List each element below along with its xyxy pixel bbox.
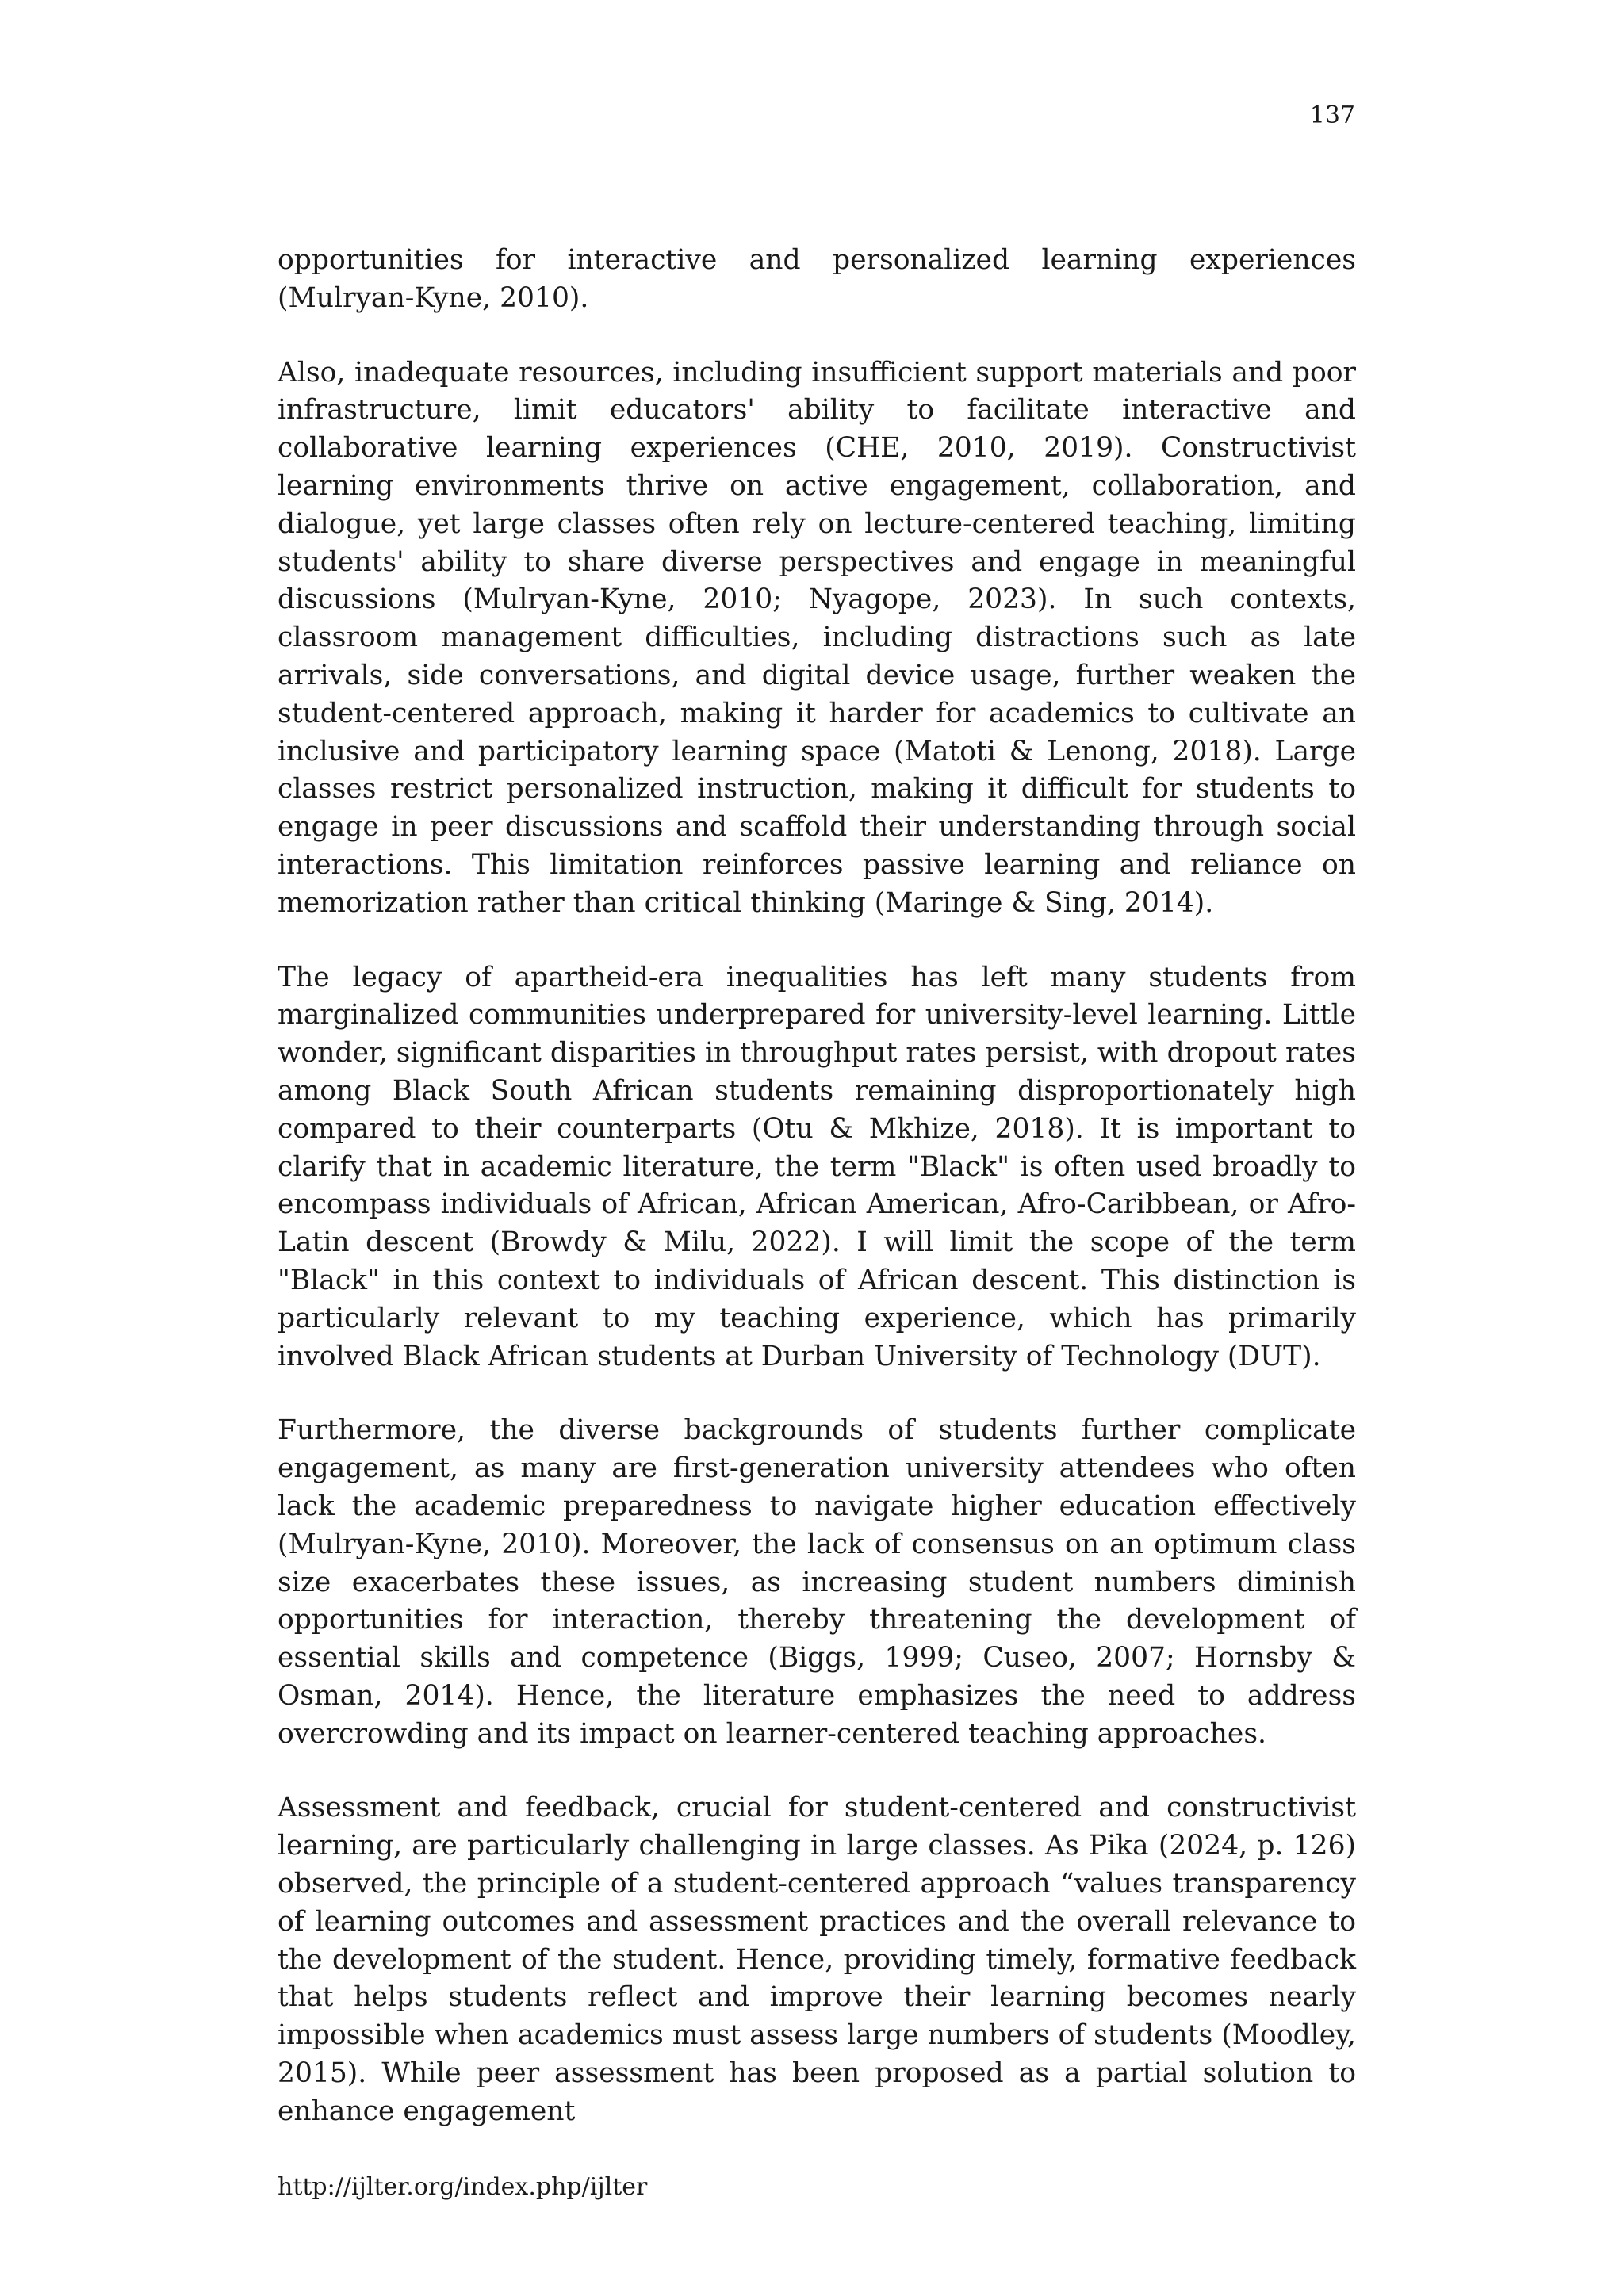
paragraph-2: Also, inadequate resources, including insufficient support materials and poor infrastructure, limit educators' ability to facilitate interactive and collaborative learning experiences (CHE, 2010, 2019). Constructivist learning environments thrive on active engagement, collaboration, and dialogue, yet large classes often rely on lecture-centered teaching, limiting students' ability to share diverse perspectives and engage in meaningful discussions (Mulryan-Kyne, 2010; Nyagope, 2023). In such contexts, classroom management difficulties, including distractions such as late arrivals, side conversations, and digital device usage, further weaken the student-centered approach, making it harder for academics to cultivate an inclusive and participatory learning space (Matoti & Lenong, 2018). Large classes restrict personalized instruction, making it difficult for students to engage in peer discussions and scaffold their understanding through social interactions. This limitation reinforces passive learning and reliance on memorization rather than critical thinking (Maringe & Sing, 2014). xyxy=(278,356,1356,919)
paragraph-1: opportunities for interactive and personalized learning experiences (Mulryan-Kyne, 2010). xyxy=(278,244,1356,314)
paragraph-5: Assessment and feedback, crucial for student-centered and constructivist learning, are particularly challenging in large classes. As Pika (2024, p. 126) observed, the principle of a student-centered approach “values transparency of learning outcomes and assessment practices and the overall relevance to the development of the student. Hence, providing timely, formative feedback that helps students reflect and improve their learning becomes nearly impossible when academics must assess large numbers of students (Moodley, 2015). While peer assessment has been proposed as a partial solution to enhance engagement xyxy=(278,1792,1356,2127)
footer-url[interactable]: http://ijlter.org/index.php/ijlter xyxy=(278,2173,648,2201)
paragraph-4: Furthermore, the diverse backgrounds of students further complicate engagement, as many are first-generation university attendees who often lack the academic preparedness to navigate higher education effectively (Mulryan-Kyne, 2010). Moreover, the lack of consensus on an optimum class size exacerbates these issues, as increasing student numbers diminish opportunities for interaction, thereby threatening the development of essential skills and competence (Biggs, 1999; Cuseo, 2007; Hornsby & Osman, 2014). Hence, the literature emphasizes the need to address overcrowding and its impact on learner-centered teaching approaches. xyxy=(278,1414,1356,1750)
paragraph-3: The legacy of apartheid-era inequalities has left many students from marginalized communities underprepared for university-level learning. Little wonder, significant disparities in throughput rates persist, with dropout rates among Black South African students remaining disproportionately high compared to their counterparts (Otu & Mkhize, 2018). It is important to clarify that in academic literature, the term "Black" is often used broadly to encompass individuals of African, African American, Afro-Caribbean, or Afro-Latin descent (Browdy & Milu, 2022). I will limit the scope of the term "Black" in this context to individuals of African descent. This distinction is particularly relevant to my teaching experience, which has primarily involved Black African students at Durban University of Technology (DUT). xyxy=(278,961,1356,1372)
page-number: 137 xyxy=(1309,101,1355,129)
body-text xyxy=(278,242,1356,2168)
